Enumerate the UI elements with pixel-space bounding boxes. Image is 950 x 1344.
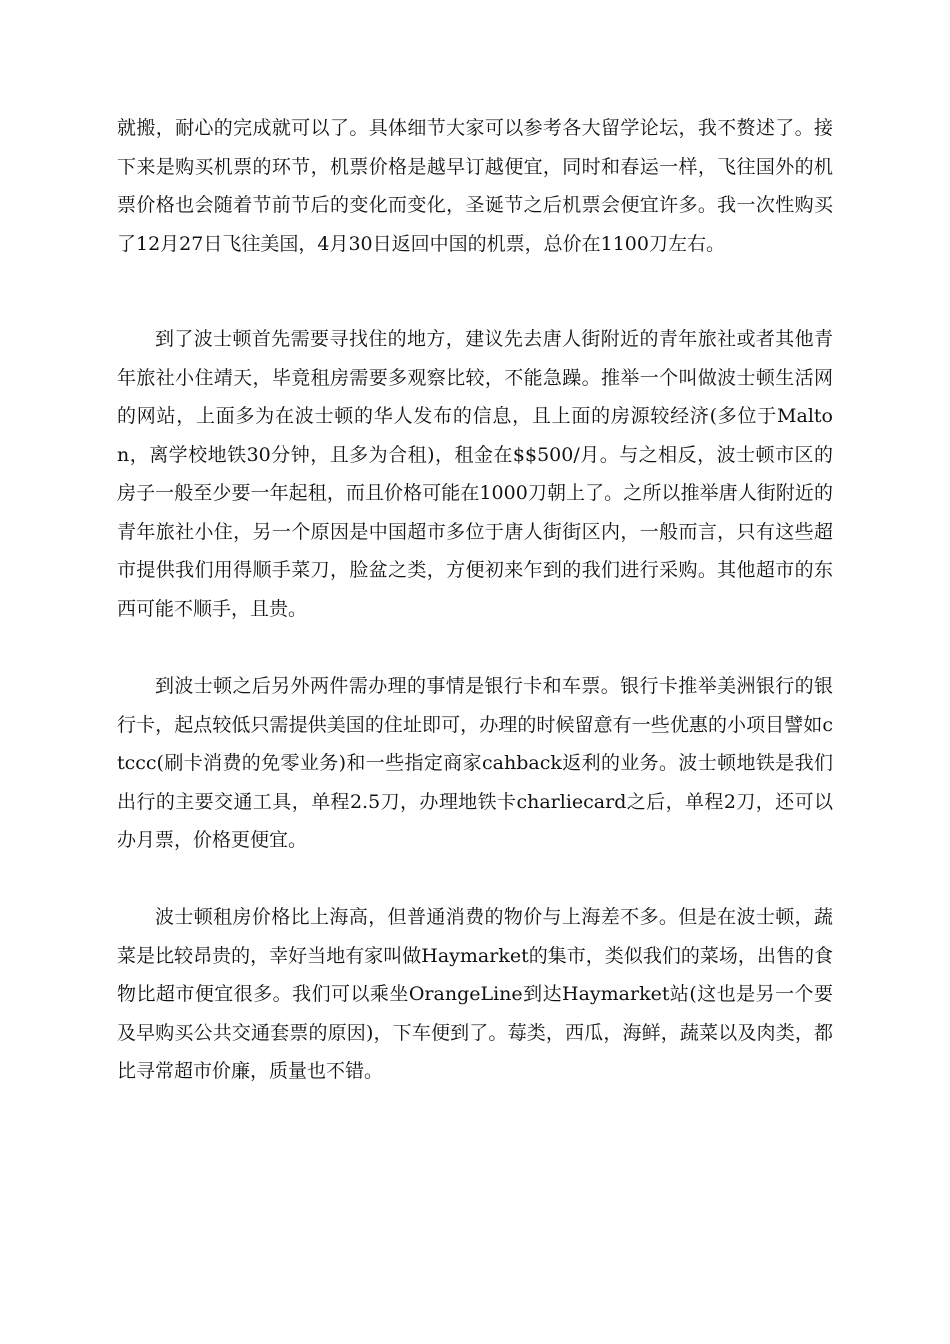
paragraph-bank-and-transit: 到波士顿之后另外两件需办理的事情是银行卡和车票。银行卡推举美洲银行的银行卡，起点较低只需提供美国的住址即可，办理的时候留意有一些优惠的小项目譬如ctccc(刷卡消费的免零业务)和一些指定商家cahback返利的业务。波士顿地铁是我们出行的主要交通工具，单程2.5刀，办理地铁卡charliecard之后，单程2刀，还可以办月票，价格更便宜。	[117, 675, 833, 851]
paragraph-airfare: 就搬，耐心的完成就可以了。具体细节大家可以参考各大留学论坛，我不赘述了。接下来是购买机票的环节，机票价格是越早订越便宜，同时和春运一样，飞往国外的机票价格也会随着节前节后的变化而变化，圣诞节之后机票会便宜许多。我一次性购买了12月27日飞往美国，4月30日返回中国的机票，总价在1100刀左右。	[117, 117, 833, 255]
paragraph-housing: 到了波士顿首先需要寻找住的地方，建议先去唐人街附近的青年旅社或者其他青年旅社小住靖天，毕竟租房需要多观察比较，不能急躁。推举一个叫做波士顿生活网的网站，上面多为在波士顿的华人发布的信息，且上面的房源较经济(多位于Malton，离学校地铁30分钟，且多为合租)，租金在$$500/月。与之相反，波士顿市区的房子一般至少要一年起租，而且价格可能在1000刀朝上了。之所以推举唐人街附近的青年旅社小住，另一个原因是中国超市多位于唐人街街区内，一般而言，只有这些超市提供我们用得顺手菜刀，脸盆之类，方便初来乍到的我们进行采购。其他超市的东西可能不顺手，且贵。	[117, 328, 833, 620]
paragraph-groceries: 波士顿租房价格比上海高，但普通消费的物价与上海差不多。但是在波士顿，蔬菜是比较昂贵的，幸好当地有家叫做Haymarket的集市，类似我们的菜场，出售的食物比超市便宜很多。我们可以乘坐OrangeLine到达Haymarket站(这也是另一个要及早购买公共交通套票的原因)，下车便到了。莓类，西瓜，海鲜，蔬菜以及肉类，都比寻常超市价廉，质量也不错。	[117, 906, 833, 1082]
